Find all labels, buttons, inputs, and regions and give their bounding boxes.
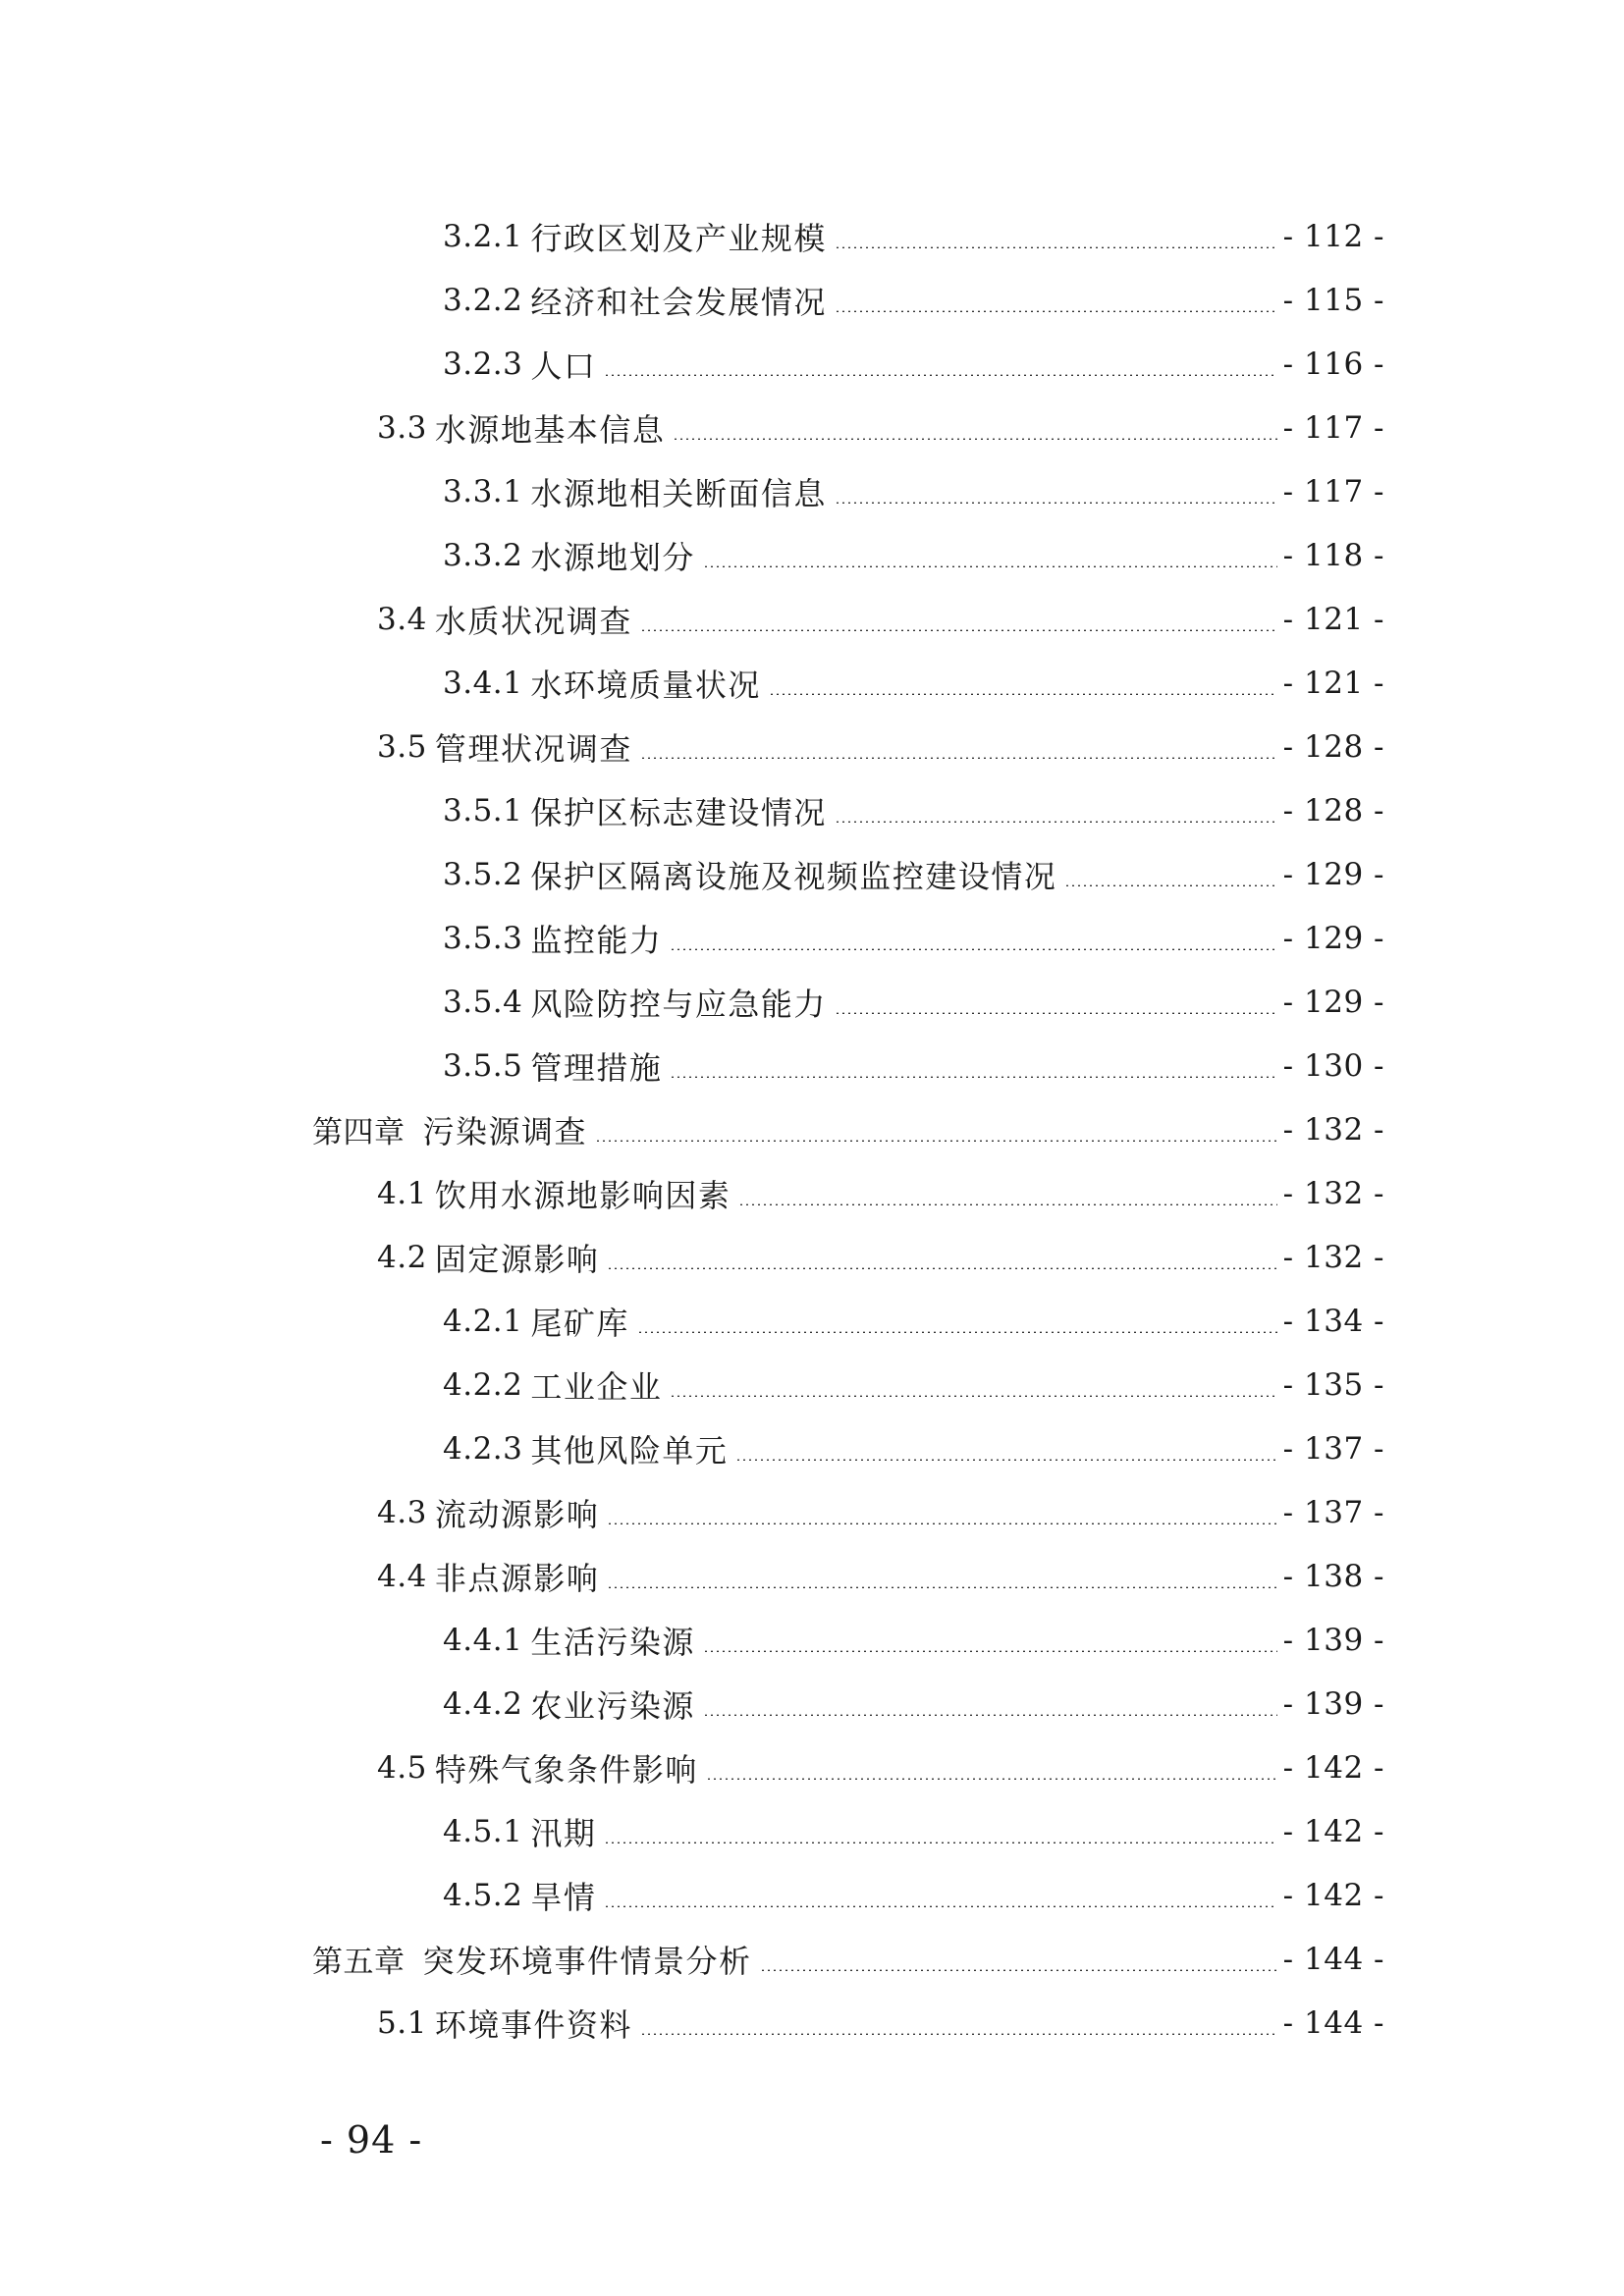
dot-leader xyxy=(835,310,1277,312)
dot-leader xyxy=(604,1842,1276,1843)
toc-entry-title: 水环境质量状况 xyxy=(530,666,761,704)
toc-entry-title: 非点源影响 xyxy=(434,1559,600,1597)
toc-entry-line xyxy=(443,268,1384,332)
toc-entry-title: 管理状况调查 xyxy=(434,729,632,768)
toc-entry-number: 3.5.2 xyxy=(443,856,523,892)
toc-entry-title: 保护区标志建设情况 xyxy=(530,793,827,831)
toc-entry-number: 3.3.1 xyxy=(443,473,523,509)
toc-entry-page: - 121 - xyxy=(1282,601,1384,637)
toc-entry-number: 3.5.4 xyxy=(443,984,523,1020)
toc-entry[interactable] xyxy=(0,1544,1624,1608)
dot-leader xyxy=(769,693,1277,695)
toc-entry-page: - 117 - xyxy=(1282,409,1384,446)
toc-entry-line xyxy=(443,1289,1384,1353)
toc-entry-line xyxy=(377,715,1384,778)
toc-entry-number: 第四章 xyxy=(312,1115,406,1150)
toc-entry-number: 4.2.3 xyxy=(443,1430,523,1467)
toc-entry[interactable] xyxy=(0,906,1624,970)
toc-entry-line xyxy=(377,1991,1384,2055)
toc-entry-number: 4.4 xyxy=(377,1558,427,1594)
dot-leader xyxy=(703,1714,1277,1716)
toc-entry-page: - 142 - xyxy=(1282,1749,1384,1786)
toc-entry-title: 监控能力 xyxy=(530,921,663,959)
toc-entry-line xyxy=(312,1097,1384,1161)
toc-entry-page: - 135 - xyxy=(1282,1366,1384,1403)
toc-entry-title: 水源地划分 xyxy=(530,538,695,576)
toc-entry-number: 3.5.5 xyxy=(443,1047,523,1084)
toc-entry-number: 4.4.2 xyxy=(443,1685,523,1722)
toc-entry-page: - 137 - xyxy=(1282,1494,1384,1530)
toc-entry-page: - 132 - xyxy=(1282,1111,1384,1148)
table-of-contents xyxy=(0,204,1624,2055)
toc-entry[interactable] xyxy=(0,1991,1624,2055)
toc-entry-number: 5.1 xyxy=(377,2004,427,2041)
toc-entry[interactable] xyxy=(0,1735,1624,1799)
toc-entry-page: - 139 - xyxy=(1282,1685,1384,1722)
toc-entry-number: 3.3 xyxy=(377,409,427,446)
toc-entry-line xyxy=(443,332,1384,396)
toc-entry-title: 生活污染源 xyxy=(530,1623,695,1661)
toc-entry-title: 经济和社会发展情况 xyxy=(530,283,827,321)
toc-entry-line xyxy=(443,523,1384,587)
toc-entry[interactable] xyxy=(0,1480,1624,1544)
dot-leader xyxy=(835,1012,1277,1014)
toc-entry-number: 4.4.1 xyxy=(443,1622,523,1658)
dot-leader xyxy=(760,1969,1277,1971)
toc-entry-page: - 118 - xyxy=(1282,537,1384,573)
toc-entry-page: - 115 - xyxy=(1282,282,1384,318)
toc-entry-title: 保护区隔离设施及视频监控建设情况 xyxy=(530,857,1057,895)
toc-entry-line xyxy=(443,1672,1384,1735)
toc-entry[interactable] xyxy=(0,1799,1624,1863)
toc-entry-title: 风险防控与应急能力 xyxy=(530,985,827,1023)
toc-entry-page: - 139 - xyxy=(1282,1622,1384,1658)
toc-entry[interactable] xyxy=(0,1353,1624,1416)
dot-leader xyxy=(670,1076,1276,1078)
toc-entry-title: 行政区划及产业规模 xyxy=(530,219,827,257)
dot-leader xyxy=(835,246,1277,248)
toc-entry[interactable] xyxy=(0,396,1624,459)
toc-entry-line xyxy=(443,1353,1384,1416)
dot-leader xyxy=(640,2033,1277,2035)
toc-entry[interactable] xyxy=(0,1225,1624,1289)
toc-entry[interactable] xyxy=(0,842,1624,906)
toc-entry-page: - 117 - xyxy=(1282,473,1384,509)
toc-entry-title: 饮用水源地影响因素 xyxy=(434,1176,731,1214)
toc-entry-title: 固定源影响 xyxy=(434,1240,600,1278)
toc-entry-page: - 121 - xyxy=(1282,665,1384,701)
dot-leader xyxy=(835,821,1277,823)
toc-entry-page: - 144 - xyxy=(1282,1941,1384,1977)
dot-leader xyxy=(703,565,1277,567)
toc-entry[interactable] xyxy=(0,268,1624,332)
toc-entry-number: 3.2.3 xyxy=(443,346,523,382)
toc-entry-line xyxy=(312,1927,1384,1991)
toc-entry-title: 污染源调查 xyxy=(422,1112,588,1150)
toc-entry-page: - 137 - xyxy=(1282,1430,1384,1467)
toc-entry-page: - 112 - xyxy=(1282,218,1384,254)
toc-entry-line xyxy=(443,1034,1384,1097)
toc-entry-title: 水质状况调查 xyxy=(434,602,632,640)
toc-entry-title: 汛期 xyxy=(530,1814,597,1852)
dot-leader xyxy=(673,438,1276,440)
dot-leader xyxy=(607,1586,1276,1588)
toc-entry-line xyxy=(377,1225,1384,1289)
toc-entry-line xyxy=(443,1799,1384,1863)
toc-entry-title: 水源地基本信息 xyxy=(434,410,666,449)
toc-entry[interactable] xyxy=(0,778,1624,842)
toc-entry-number: 3.5.3 xyxy=(443,920,523,956)
dot-leader xyxy=(703,1650,1277,1652)
toc-entry[interactable] xyxy=(0,715,1624,778)
toc-entry-page: - 132 - xyxy=(1282,1239,1384,1275)
toc-entry-page: - 138 - xyxy=(1282,1558,1384,1594)
dot-leader xyxy=(640,629,1277,631)
toc-entry-title: 突发环境事件情景分析 xyxy=(422,1942,752,1980)
toc-entry-number: 4.2 xyxy=(377,1239,427,1275)
toc-entry-line xyxy=(443,651,1384,715)
toc-entry-title: 水源地相关断面信息 xyxy=(530,474,827,512)
dot-leader xyxy=(670,948,1276,950)
toc-entry[interactable] xyxy=(0,1863,1624,1927)
dot-leader xyxy=(835,502,1277,504)
toc-entry-line xyxy=(443,1608,1384,1672)
toc-entry-line xyxy=(443,842,1384,906)
dot-leader xyxy=(637,1331,1277,1333)
toc-entry-line xyxy=(377,396,1384,459)
toc-entry-page: - 142 - xyxy=(1282,1813,1384,1849)
page-number: - 94 - xyxy=(320,2118,423,2162)
toc-entry-title: 特殊气象条件影响 xyxy=(434,1750,698,1789)
toc-entry-page: - 134 - xyxy=(1282,1303,1384,1339)
toc-entry-line xyxy=(443,778,1384,842)
toc-entry-line xyxy=(443,1863,1384,1927)
toc-entry[interactable] xyxy=(0,970,1624,1034)
toc-entry-page: - 128 - xyxy=(1282,792,1384,828)
toc-entry[interactable] xyxy=(0,459,1624,523)
dot-leader xyxy=(604,374,1276,376)
toc-entry-page: - 129 - xyxy=(1282,984,1384,1020)
toc-entry-line xyxy=(443,970,1384,1034)
toc-entry-number: 3.5.1 xyxy=(443,792,523,828)
toc-entry-page: - 142 - xyxy=(1282,1877,1384,1913)
toc-entry[interactable] xyxy=(0,1097,1624,1161)
dot-leader xyxy=(640,757,1277,759)
toc-entry[interactable] xyxy=(0,1608,1624,1672)
toc-entry-title: 环境事件资料 xyxy=(434,2005,632,2044)
toc-entry-title: 工业企业 xyxy=(530,1367,663,1406)
toc-entry-number: 4.2.1 xyxy=(443,1303,523,1339)
toc-entry-line xyxy=(377,1161,1384,1225)
dot-leader xyxy=(706,1778,1277,1780)
dot-leader xyxy=(738,1203,1276,1205)
toc-entry-number: 第五章 xyxy=(312,1945,406,1980)
toc-entry-number: 4.1 xyxy=(377,1175,427,1211)
dot-leader xyxy=(735,1459,1276,1461)
toc-entry[interactable] xyxy=(0,1416,1624,1480)
toc-entry[interactable] xyxy=(0,523,1624,587)
toc-entry-number: 3.2.1 xyxy=(443,218,523,254)
toc-entry-number: 4.3 xyxy=(377,1494,427,1530)
toc-entry[interactable] xyxy=(0,1034,1624,1097)
toc-entry[interactable] xyxy=(0,587,1624,651)
dot-leader xyxy=(670,1395,1276,1397)
toc-entry-page: - 130 - xyxy=(1282,1047,1384,1084)
toc-entry[interactable] xyxy=(0,204,1624,268)
toc-entry-title: 农业污染源 xyxy=(530,1686,695,1725)
toc-entry-line xyxy=(443,459,1384,523)
toc-entry-page: - 144 - xyxy=(1282,2004,1384,2041)
toc-entry-line xyxy=(377,1735,1384,1799)
toc-entry-page: - 129 - xyxy=(1282,920,1384,956)
toc-entry-title: 旱情 xyxy=(530,1878,597,1916)
dot-leader xyxy=(607,1267,1276,1269)
dot-leader xyxy=(1064,884,1276,886)
toc-entry[interactable] xyxy=(0,1289,1624,1353)
dot-leader xyxy=(607,1522,1276,1524)
toc-entry-number: 3.4 xyxy=(377,601,427,637)
toc-entry-page: - 116 - xyxy=(1282,346,1384,382)
toc-entry-number: 4.5.1 xyxy=(443,1813,523,1849)
toc-entry-title: 尾矿库 xyxy=(530,1304,629,1342)
toc-entry-line xyxy=(443,1416,1384,1480)
toc-entry-line xyxy=(377,587,1384,651)
toc-entry[interactable] xyxy=(0,332,1624,396)
toc-entry-line xyxy=(377,1480,1384,1544)
toc-entry-number: 4.5.2 xyxy=(443,1877,523,1913)
dot-leader xyxy=(604,1905,1276,1907)
toc-entry-number: 3.2.2 xyxy=(443,282,523,318)
toc-entry-page: - 129 - xyxy=(1282,856,1384,892)
toc-entry-line xyxy=(443,906,1384,970)
toc-entry[interactable] xyxy=(0,651,1624,715)
toc-entry-title: 流动源影响 xyxy=(434,1495,600,1533)
toc-entry-number: 3.5 xyxy=(377,728,427,765)
toc-entry-title: 人口 xyxy=(530,347,597,385)
toc-entry-page: - 132 - xyxy=(1282,1175,1384,1211)
toc-entry-title: 其他风险单元 xyxy=(530,1431,729,1469)
toc-entry-line xyxy=(443,204,1384,268)
toc-entry[interactable] xyxy=(0,1672,1624,1735)
toc-entry-line xyxy=(377,1544,1384,1608)
toc-entry-page: - 128 - xyxy=(1282,728,1384,765)
toc-entry-number: 3.4.1 xyxy=(443,665,523,701)
toc-entry[interactable] xyxy=(0,1161,1624,1225)
toc-entry[interactable] xyxy=(0,1927,1624,1991)
toc-entry-title: 管理措施 xyxy=(530,1048,663,1087)
toc-entry-number: 3.3.2 xyxy=(443,537,523,573)
toc-entry-number: 4.5 xyxy=(377,1749,427,1786)
toc-entry-number: 4.2.2 xyxy=(443,1366,523,1403)
dot-leader xyxy=(595,1140,1277,1142)
